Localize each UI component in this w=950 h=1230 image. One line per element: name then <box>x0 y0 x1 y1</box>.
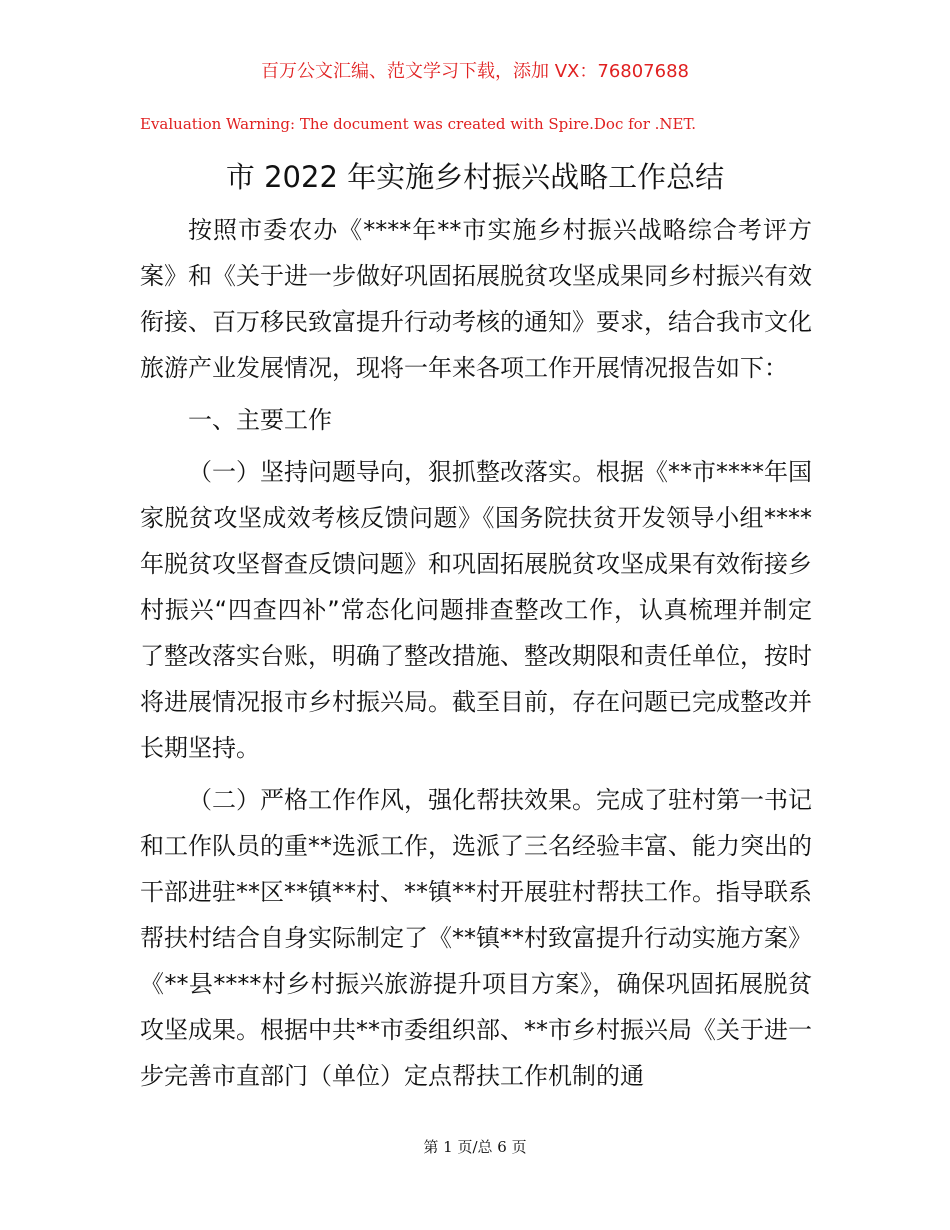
page-number: 第 1 页/总 6 页 <box>423 1138 527 1156</box>
paragraph-intro: 按照市委农办《****年**市实施乡村振兴战略综合考评方案》和《关于进一步做好巩固拓展脱贫攻坚成果同乡村振兴有效衔接、百万移民致富提升行动考核的通知》要求，结合我市文化旅游产业发展情况，现将一年来各项工作开展情况报告如下： <box>140 216 812 382</box>
promo-header: 百万公文汇编、范文学习下载，添加 VX：76807688 <box>261 61 689 82</box>
paragraph-item-1: （一）坚持问题导向，狠抓整改落实。根据《**市****年国家脱贫攻坚成效考核反馈问题》《国务院扶贫开发领导小组****年脱贫攻坚督查反馈问题》和巩固拓展脱贫攻坚成果有效衔接乡村振兴“四查四补”常态化问题排查整改工作，认真梳理并制定了整改落实台账，明确了整改措施、整改期限和责任单位，按时将进展情况报市乡村振兴局。截至目前，存在问题已完成整改并长期坚持。 <box>140 458 812 762</box>
paragraph-item-2: （二）严格工作作风，强化帮扶效果。完成了驻村第一书记和工作队员的重**选派工作，选派了三名经验丰富、能力突出的干部进驻**区**镇**村、**镇**村开展驻村帮扶工作。指导联系帮扶村结合自身实际制定了《**镇**村致富提升行动实施方案》《**县****村乡村振兴旅游提升项目方案》，确保巩固拓展脱贫攻坚成果。根据中共**市委组织部、**市乡村振兴局《关于进一步完善市直部门（单位）定点帮扶工作机制的通 <box>140 786 812 1090</box>
document-title: 市 2022 年实施乡村振兴战略工作总结 <box>225 160 725 194</box>
document-body <box>140 207 812 1099</box>
section-heading-main-work: 一、主要工作 <box>188 406 332 434</box>
evaluation-warning: Evaluation Warning: The document was created with Spire.Doc for .NET. <box>140 115 697 133</box>
